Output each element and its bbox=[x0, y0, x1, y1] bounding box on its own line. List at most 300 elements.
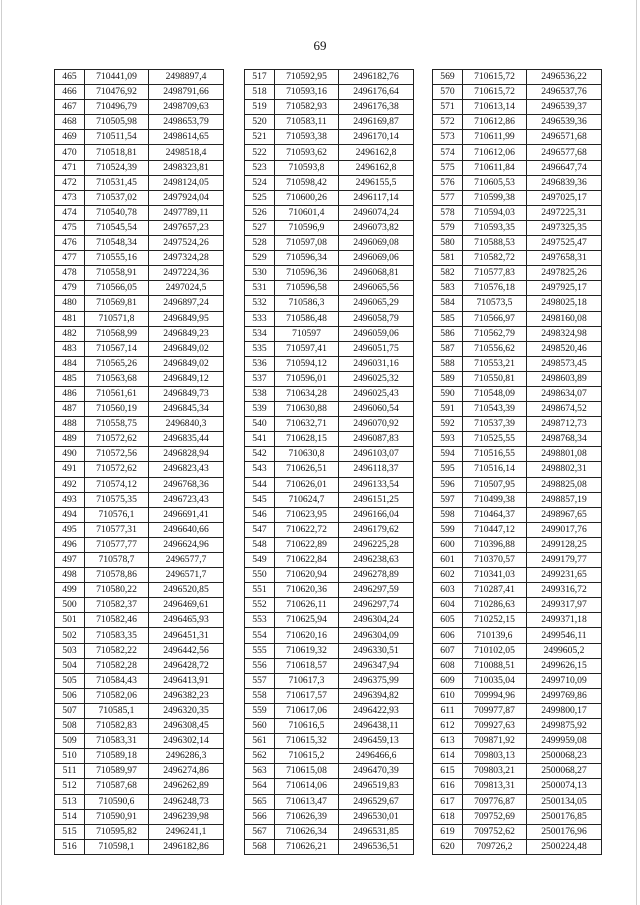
table-row bbox=[433, 251, 602, 266]
x-coordinate-cell: 710618,57 bbox=[275, 658, 339, 673]
table-row bbox=[433, 417, 602, 432]
x-coordinate-cell: 710599,38 bbox=[463, 190, 527, 205]
y-coordinate-cell: 2497825,26 bbox=[527, 266, 602, 281]
x-coordinate-cell: 710572,62 bbox=[85, 462, 149, 477]
x-coordinate-cell: 710617,57 bbox=[275, 688, 339, 703]
x-coordinate-cell: 710560,19 bbox=[85, 402, 149, 417]
x-coordinate-cell: 710593,35 bbox=[463, 220, 527, 235]
x-coordinate-cell: 710553,21 bbox=[463, 356, 527, 371]
x-coordinate-cell: 710511,54 bbox=[85, 130, 149, 145]
table-row bbox=[433, 447, 602, 462]
x-coordinate-cell: 710572,56 bbox=[85, 447, 149, 462]
y-coordinate-cell: 2496118,37 bbox=[339, 462, 414, 477]
table-row bbox=[433, 537, 602, 552]
point-number-cell: 526 bbox=[245, 205, 275, 220]
y-coordinate-cell: 2498653,79 bbox=[149, 115, 224, 130]
point-number-cell: 600 bbox=[433, 537, 463, 552]
x-coordinate-cell: 710586,48 bbox=[275, 311, 339, 326]
y-coordinate-cell: 2496069,08 bbox=[339, 236, 414, 251]
y-coordinate-cell: 2496723,43 bbox=[149, 492, 224, 507]
point-number-cell: 559 bbox=[245, 703, 275, 718]
table-row bbox=[55, 145, 224, 160]
x-coordinate-cell: 710605,53 bbox=[463, 175, 527, 190]
table-row bbox=[55, 688, 224, 703]
x-coordinate-cell: 710548,34 bbox=[85, 236, 149, 251]
x-coordinate-cell: 710617,06 bbox=[275, 703, 339, 718]
table-row bbox=[433, 492, 602, 507]
table-row bbox=[55, 220, 224, 235]
y-coordinate-cell: 2496571,68 bbox=[527, 130, 602, 145]
x-coordinate-cell: 710476,92 bbox=[85, 85, 149, 100]
point-number-cell: 528 bbox=[245, 236, 275, 251]
y-coordinate-cell: 2496170,14 bbox=[339, 130, 414, 145]
y-coordinate-cell: 2496536,51 bbox=[339, 839, 414, 854]
y-coordinate-cell: 2496070,92 bbox=[339, 417, 414, 432]
x-coordinate-cell: 710558,91 bbox=[85, 266, 149, 281]
y-coordinate-cell: 2496520,85 bbox=[149, 583, 224, 598]
x-coordinate-cell: 710516,55 bbox=[463, 447, 527, 462]
x-coordinate-cell: 710525,55 bbox=[463, 432, 527, 447]
point-number-cell: 550 bbox=[245, 568, 275, 583]
x-coordinate-cell: 710555,16 bbox=[85, 251, 149, 266]
y-coordinate-cell: 2496823,43 bbox=[149, 462, 224, 477]
table-row bbox=[433, 326, 602, 341]
table-row bbox=[245, 326, 414, 341]
point-number-cell: 503 bbox=[55, 643, 85, 658]
y-coordinate-cell: 2496845,34 bbox=[149, 402, 224, 417]
x-coordinate-cell: 710626,21 bbox=[275, 839, 339, 854]
y-coordinate-cell: 2499800,17 bbox=[527, 703, 602, 718]
x-coordinate-cell: 710589,18 bbox=[85, 749, 149, 764]
table-row bbox=[245, 462, 414, 477]
y-coordinate-cell: 2496330,51 bbox=[339, 643, 414, 658]
y-coordinate-cell: 2499128,25 bbox=[527, 537, 602, 552]
table-row bbox=[433, 190, 602, 205]
y-coordinate-cell: 2499017,76 bbox=[527, 522, 602, 537]
table-row bbox=[245, 673, 414, 688]
point-number-cell: 584 bbox=[433, 296, 463, 311]
x-coordinate-cell: 710596,34 bbox=[275, 251, 339, 266]
table-row bbox=[433, 658, 602, 673]
y-coordinate-cell: 2496835,44 bbox=[149, 432, 224, 447]
x-coordinate-cell: 710611,84 bbox=[463, 160, 527, 175]
y-coordinate-cell: 2496840,3 bbox=[149, 417, 224, 432]
point-number-cell: 558 bbox=[245, 688, 275, 703]
x-coordinate-cell: 709752,69 bbox=[463, 809, 527, 824]
table-row bbox=[55, 537, 224, 552]
y-coordinate-cell: 2498801,08 bbox=[527, 447, 602, 462]
table-row bbox=[433, 311, 602, 326]
table-row bbox=[55, 311, 224, 326]
table-row bbox=[55, 658, 224, 673]
point-number-cell: 502 bbox=[55, 628, 85, 643]
point-number-cell: 538 bbox=[245, 386, 275, 401]
table-row bbox=[245, 553, 414, 568]
y-coordinate-cell: 2499231,65 bbox=[527, 568, 602, 583]
x-coordinate-cell: 710596,01 bbox=[275, 371, 339, 386]
point-number-cell: 478 bbox=[55, 266, 85, 281]
point-number-cell: 499 bbox=[55, 583, 85, 598]
table-row bbox=[433, 628, 602, 643]
point-number-cell: 465 bbox=[55, 70, 85, 85]
point-number-cell: 534 bbox=[245, 326, 275, 341]
x-coordinate-cell: 710619,32 bbox=[275, 643, 339, 658]
x-coordinate-cell: 710577,31 bbox=[85, 522, 149, 537]
table-row bbox=[245, 130, 414, 145]
table-row bbox=[433, 386, 602, 401]
table-row bbox=[55, 130, 224, 145]
point-number-cell: 615 bbox=[433, 764, 463, 779]
point-number-cell: 522 bbox=[245, 145, 275, 160]
point-number-cell: 552 bbox=[245, 598, 275, 613]
y-coordinate-cell: 2496225,28 bbox=[339, 537, 414, 552]
x-coordinate-cell: 710593,8 bbox=[275, 160, 339, 175]
y-coordinate-cell: 2496025,32 bbox=[339, 371, 414, 386]
point-number-cell: 609 bbox=[433, 673, 463, 688]
y-coordinate-cell: 2496828,94 bbox=[149, 447, 224, 462]
point-number-cell: 575 bbox=[433, 160, 463, 175]
point-number-cell: 494 bbox=[55, 507, 85, 522]
x-coordinate-cell: 710598,42 bbox=[275, 175, 339, 190]
x-coordinate-cell: 710626,34 bbox=[275, 824, 339, 839]
y-coordinate-cell: 2496539,37 bbox=[527, 100, 602, 115]
x-coordinate-cell: 710613,14 bbox=[463, 100, 527, 115]
table-row bbox=[55, 205, 224, 220]
point-number-cell: 545 bbox=[245, 492, 275, 507]
x-coordinate-cell: 710573,5 bbox=[463, 296, 527, 311]
y-coordinate-cell: 2496849,12 bbox=[149, 371, 224, 386]
point-number-cell: 483 bbox=[55, 341, 85, 356]
point-number-cell: 516 bbox=[55, 839, 85, 854]
point-number-cell: 617 bbox=[433, 794, 463, 809]
table-row bbox=[55, 779, 224, 794]
table-row bbox=[433, 220, 602, 235]
y-coordinate-cell: 2499710,09 bbox=[527, 673, 602, 688]
table-row bbox=[55, 492, 224, 507]
x-coordinate-cell: 710628,15 bbox=[275, 432, 339, 447]
x-coordinate-cell: 710548,09 bbox=[463, 386, 527, 401]
x-coordinate-cell: 710464,37 bbox=[463, 507, 527, 522]
y-coordinate-cell: 2499959,08 bbox=[527, 734, 602, 749]
y-coordinate-cell: 2496025,43 bbox=[339, 386, 414, 401]
point-number-cell: 535 bbox=[245, 341, 275, 356]
y-coordinate-cell: 2496519,83 bbox=[339, 779, 414, 794]
y-coordinate-cell: 2496849,95 bbox=[149, 311, 224, 326]
y-coordinate-cell: 2497325,35 bbox=[527, 220, 602, 235]
point-number-cell: 580 bbox=[433, 236, 463, 251]
y-coordinate-cell: 2496539,36 bbox=[527, 115, 602, 130]
table-row bbox=[245, 386, 414, 401]
y-coordinate-cell: 2496162,8 bbox=[339, 145, 414, 160]
y-coordinate-cell: 2496065,56 bbox=[339, 281, 414, 296]
point-number-cell: 473 bbox=[55, 190, 85, 205]
point-number-cell: 564 bbox=[245, 779, 275, 794]
y-coordinate-cell: 2497225,31 bbox=[527, 205, 602, 220]
x-coordinate-cell: 710586,3 bbox=[275, 296, 339, 311]
y-coordinate-cell: 2496241,1 bbox=[149, 824, 224, 839]
x-coordinate-cell: 710578,7 bbox=[85, 553, 149, 568]
table-row bbox=[245, 266, 414, 281]
y-coordinate-cell: 2498634,07 bbox=[527, 386, 602, 401]
point-number-cell: 468 bbox=[55, 115, 85, 130]
x-coordinate-cell: 710597,08 bbox=[275, 236, 339, 251]
point-number-cell: 578 bbox=[433, 205, 463, 220]
y-coordinate-cell: 2498603,89 bbox=[527, 371, 602, 386]
y-coordinate-cell: 2496624,96 bbox=[149, 537, 224, 552]
x-coordinate-cell: 710565,26 bbox=[85, 356, 149, 371]
point-number-cell: 509 bbox=[55, 734, 85, 749]
table-row bbox=[433, 839, 602, 854]
x-coordinate-cell: 710632,71 bbox=[275, 417, 339, 432]
point-number-cell: 467 bbox=[55, 100, 85, 115]
point-number-cell: 589 bbox=[433, 371, 463, 386]
y-coordinate-cell: 2498967,65 bbox=[527, 507, 602, 522]
table-row bbox=[55, 598, 224, 613]
y-coordinate-cell: 2496302,14 bbox=[149, 734, 224, 749]
table-row bbox=[245, 719, 414, 734]
table-row bbox=[433, 266, 602, 281]
x-coordinate-cell: 709803,21 bbox=[463, 764, 527, 779]
y-coordinate-cell: 2496051,75 bbox=[339, 341, 414, 356]
x-coordinate-cell: 710622,89 bbox=[275, 537, 339, 552]
point-number-cell: 507 bbox=[55, 703, 85, 718]
y-coordinate-cell: 2496238,63 bbox=[339, 553, 414, 568]
table-row bbox=[245, 311, 414, 326]
x-coordinate-cell: 710598,1 bbox=[85, 839, 149, 854]
y-coordinate-cell: 2496286,3 bbox=[149, 749, 224, 764]
point-number-cell: 611 bbox=[433, 703, 463, 718]
table-row bbox=[55, 673, 224, 688]
point-number-cell: 536 bbox=[245, 356, 275, 371]
table-row bbox=[55, 839, 224, 854]
point-number-cell: 498 bbox=[55, 568, 85, 583]
table-row bbox=[55, 583, 224, 598]
point-number-cell: 476 bbox=[55, 236, 85, 251]
table-row bbox=[245, 447, 414, 462]
y-coordinate-cell: 2496087,83 bbox=[339, 432, 414, 447]
x-coordinate-cell: 710626,11 bbox=[275, 598, 339, 613]
point-number-cell: 518 bbox=[245, 85, 275, 100]
table-row bbox=[245, 568, 414, 583]
x-coordinate-cell: 710615,08 bbox=[275, 764, 339, 779]
y-coordinate-cell: 2497224,36 bbox=[149, 266, 224, 281]
y-coordinate-cell: 2500068,23 bbox=[527, 749, 602, 764]
coordinate-table-left bbox=[54, 69, 224, 855]
point-number-cell: 594 bbox=[433, 447, 463, 462]
x-coordinate-cell: 710582,28 bbox=[85, 658, 149, 673]
y-coordinate-cell: 2500068,27 bbox=[527, 764, 602, 779]
point-number-cell: 533 bbox=[245, 311, 275, 326]
y-coordinate-cell: 2496347,94 bbox=[339, 658, 414, 673]
table-row bbox=[245, 236, 414, 251]
table-row bbox=[55, 764, 224, 779]
y-coordinate-cell: 2496059,06 bbox=[339, 326, 414, 341]
x-coordinate-cell: 710505,98 bbox=[85, 115, 149, 130]
y-coordinate-cell: 2496394,82 bbox=[339, 688, 414, 703]
point-number-cell: 614 bbox=[433, 749, 463, 764]
table-row bbox=[433, 130, 602, 145]
point-number-cell: 598 bbox=[433, 507, 463, 522]
point-number-cell: 602 bbox=[433, 568, 463, 583]
table-row bbox=[433, 553, 602, 568]
point-number-cell: 506 bbox=[55, 688, 85, 703]
coordinate-tables bbox=[0, 69, 640, 852]
point-number-cell: 532 bbox=[245, 296, 275, 311]
point-number-cell: 475 bbox=[55, 220, 85, 235]
y-coordinate-cell: 2498768,34 bbox=[527, 432, 602, 447]
x-coordinate-cell: 710620,16 bbox=[275, 628, 339, 643]
table-row bbox=[245, 296, 414, 311]
point-number-cell: 548 bbox=[245, 537, 275, 552]
y-coordinate-cell: 2497025,17 bbox=[527, 190, 602, 205]
x-coordinate-cell: 710594,03 bbox=[463, 205, 527, 220]
point-number-cell: 519 bbox=[245, 100, 275, 115]
y-coordinate-cell: 2496428,72 bbox=[149, 658, 224, 673]
x-coordinate-cell: 709994,96 bbox=[463, 688, 527, 703]
x-coordinate-cell: 710580,22 bbox=[85, 583, 149, 598]
x-coordinate-cell: 710597 bbox=[275, 326, 339, 341]
point-number-cell: 597 bbox=[433, 492, 463, 507]
table-row bbox=[245, 371, 414, 386]
point-number-cell: 557 bbox=[245, 673, 275, 688]
table-row bbox=[433, 643, 602, 658]
y-coordinate-cell: 2496382,23 bbox=[149, 688, 224, 703]
x-coordinate-cell: 710540,78 bbox=[85, 205, 149, 220]
point-number-cell: 508 bbox=[55, 719, 85, 734]
y-coordinate-cell: 2497524,26 bbox=[149, 236, 224, 251]
table-row bbox=[433, 115, 602, 130]
coordinate-table-middle bbox=[244, 69, 414, 855]
x-coordinate-cell: 710575,35 bbox=[85, 492, 149, 507]
point-number-cell: 546 bbox=[245, 507, 275, 522]
x-coordinate-cell: 710588,53 bbox=[463, 236, 527, 251]
x-coordinate-cell: 710563,68 bbox=[85, 371, 149, 386]
x-coordinate-cell: 710626,01 bbox=[275, 477, 339, 492]
point-number-cell: 585 bbox=[433, 311, 463, 326]
point-number-cell: 568 bbox=[245, 839, 275, 854]
point-number-cell: 571 bbox=[433, 100, 463, 115]
table-row bbox=[433, 764, 602, 779]
table-row bbox=[245, 824, 414, 839]
y-coordinate-cell: 2496297,59 bbox=[339, 583, 414, 598]
x-coordinate-cell: 710139,6 bbox=[463, 628, 527, 643]
y-coordinate-cell: 2497525,47 bbox=[527, 236, 602, 251]
y-coordinate-cell: 2498124,05 bbox=[149, 175, 224, 190]
y-coordinate-cell: 2496529,67 bbox=[339, 794, 414, 809]
table-row bbox=[245, 417, 414, 432]
y-coordinate-cell: 2498518,4 bbox=[149, 145, 224, 160]
table-row bbox=[433, 175, 602, 190]
x-coordinate-cell: 710567,14 bbox=[85, 341, 149, 356]
point-number-cell: 525 bbox=[245, 190, 275, 205]
point-number-cell: 477 bbox=[55, 251, 85, 266]
point-number-cell: 537 bbox=[245, 371, 275, 386]
table-row bbox=[433, 356, 602, 371]
point-number-cell: 531 bbox=[245, 281, 275, 296]
table-row bbox=[245, 794, 414, 809]
point-number-cell: 590 bbox=[433, 386, 463, 401]
point-number-cell: 616 bbox=[433, 779, 463, 794]
table-row bbox=[433, 281, 602, 296]
x-coordinate-cell: 710600,26 bbox=[275, 190, 339, 205]
point-number-cell: 480 bbox=[55, 296, 85, 311]
table-row bbox=[55, 794, 224, 809]
point-number-cell: 529 bbox=[245, 251, 275, 266]
y-coordinate-cell: 2496239,98 bbox=[149, 809, 224, 824]
x-coordinate-cell: 710537,39 bbox=[463, 417, 527, 432]
y-coordinate-cell: 2497924,04 bbox=[149, 190, 224, 205]
x-coordinate-cell: 710614,06 bbox=[275, 779, 339, 794]
y-coordinate-cell: 2496151,25 bbox=[339, 492, 414, 507]
x-coordinate-cell: 710620,36 bbox=[275, 583, 339, 598]
point-number-cell: 469 bbox=[55, 130, 85, 145]
table-row bbox=[55, 341, 224, 356]
table-row bbox=[245, 115, 414, 130]
table-row bbox=[433, 85, 602, 100]
table-row bbox=[433, 673, 602, 688]
point-number-cell: 490 bbox=[55, 447, 85, 462]
table-row bbox=[55, 568, 224, 583]
x-coordinate-cell: 710634,28 bbox=[275, 386, 339, 401]
table-row bbox=[245, 628, 414, 643]
table-row bbox=[433, 749, 602, 764]
y-coordinate-cell: 2496274,86 bbox=[149, 764, 224, 779]
table-row bbox=[245, 598, 414, 613]
point-number-cell: 520 bbox=[245, 115, 275, 130]
table-row bbox=[245, 809, 414, 824]
table-row bbox=[55, 326, 224, 341]
y-coordinate-cell: 2497925,17 bbox=[527, 281, 602, 296]
y-coordinate-cell: 2496065,29 bbox=[339, 296, 414, 311]
x-coordinate-cell: 710569,81 bbox=[85, 296, 149, 311]
y-coordinate-cell: 2496060,54 bbox=[339, 402, 414, 417]
table-row bbox=[55, 85, 224, 100]
table-row bbox=[245, 658, 414, 673]
x-coordinate-cell: 710590,6 bbox=[85, 794, 149, 809]
table-row bbox=[55, 507, 224, 522]
point-number-cell: 496 bbox=[55, 537, 85, 552]
x-coordinate-cell: 710572,62 bbox=[85, 432, 149, 447]
x-coordinate-cell: 710441,09 bbox=[85, 70, 149, 85]
x-coordinate-cell: 710622,72 bbox=[275, 522, 339, 537]
y-coordinate-cell: 2496577,68 bbox=[527, 145, 602, 160]
table-row bbox=[433, 734, 602, 749]
table-row bbox=[245, 251, 414, 266]
point-number-cell: 487 bbox=[55, 402, 85, 417]
table-row bbox=[55, 734, 224, 749]
x-coordinate-cell: 710583,35 bbox=[85, 628, 149, 643]
x-coordinate-cell: 710566,05 bbox=[85, 281, 149, 296]
y-coordinate-cell: 2496466,6 bbox=[339, 749, 414, 764]
table-row bbox=[55, 236, 224, 251]
point-number-cell: 514 bbox=[55, 809, 85, 824]
x-coordinate-cell: 710616,5 bbox=[275, 719, 339, 734]
x-coordinate-cell: 710556,62 bbox=[463, 341, 527, 356]
x-coordinate-cell: 710561,61 bbox=[85, 386, 149, 401]
y-coordinate-cell: 2497024,5 bbox=[149, 281, 224, 296]
table-row bbox=[433, 779, 602, 794]
x-coordinate-cell: 710624,7 bbox=[275, 492, 339, 507]
table-row bbox=[245, 175, 414, 190]
y-coordinate-cell: 2496375,99 bbox=[339, 673, 414, 688]
table-row bbox=[245, 703, 414, 718]
point-number-cell: 605 bbox=[433, 613, 463, 628]
table-row bbox=[245, 85, 414, 100]
point-number-cell: 493 bbox=[55, 492, 85, 507]
point-number-cell: 539 bbox=[245, 402, 275, 417]
y-coordinate-cell: 2496176,38 bbox=[339, 100, 414, 115]
table-row bbox=[55, 477, 224, 492]
